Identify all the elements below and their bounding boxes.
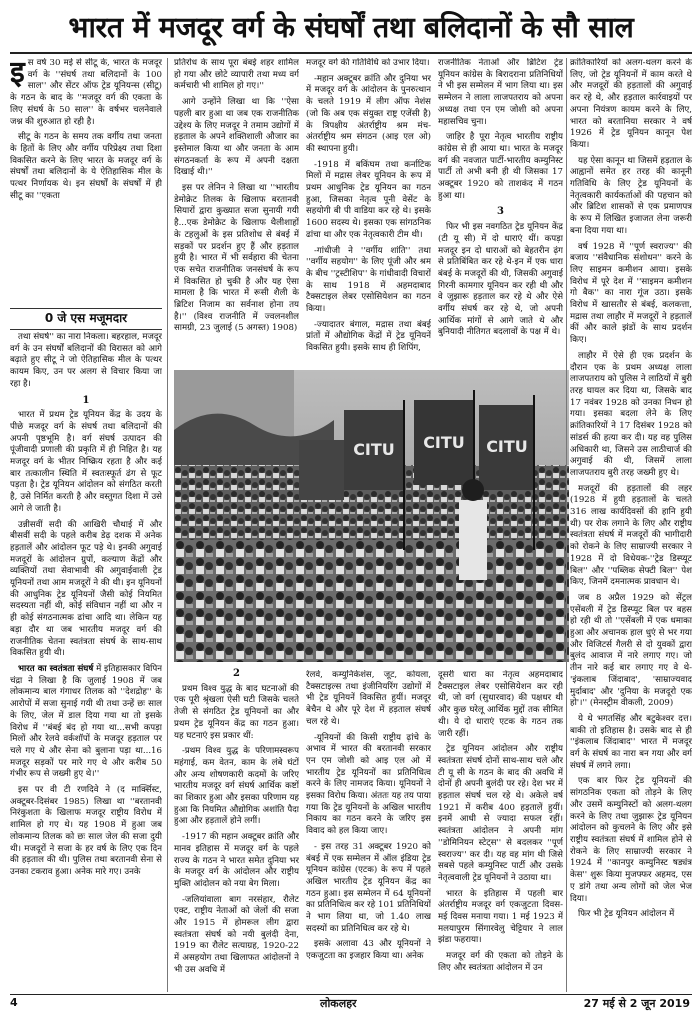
section-number: 1	[82, 394, 90, 406]
column-3-top	[306, 58, 431, 364]
paragraph: लाहौर में ऐसे ही एक प्रदर्शन के दौरान एक के प्रथम अध्यक्ष लाला लाजपतराय को पुलिस ने लाठियों में बुरी तरह घायल कर दिया था, जिसके बाद 17 नवंबर 1928 को उनका निधन हो गया। इसका बदला लेने के लिए क्रांतिकारियों ने 17 दिसंबर 1928 को सांडर्स की हत्या कर दी। यह वह पुलिस अधिकारी था, जिसने उस लाठीचार्ज की अगुवाई की थी, जिसमें लाला लाजपतराय बुरी तरह जख्मी हुए थे।	[570, 350, 692, 478]
paragraph: - इस तरह 31 अक्टूबर 1920 को बंबई में एक सम्मेलन में ऑल इंडिया ट्रेड यूनियन कांग्रेस (एटक) के रूप में पहले अखिल भारतीय ट्रेड यूनियन केंद्र का गठन हुआ। इस सम्मेलन में 64 यूनियनों का प्रतिनिधित्व कर रहे 101 प्रतिनिधियों ने भाग लिया था, जो 1.40 लाख सदस्यों का प्रतिनिधित्व कर रहे थे।	[306, 841, 431, 934]
paragraph: -जलियांवाला बाग नरसंहार, रौलेट एक्ट, राष्ट्रीय नेताओं को जेलों की सजा और 1915 में होमरूल लीग द्वारा स्वतंत्रता संघर्ष को नयी बुलंदी देना, 1919 का रौलेट सत्याग्रह, 1920-22 में असहयोग तथा खिलाफत आंदोलनों ने भी उस अवधि में	[174, 894, 299, 975]
paragraph: मजदूर वर्ग की गतिविधि को उभार दिया।	[306, 58, 430, 68]
paragraph: राजनीतिक नेताओं और ब्रिटिश ट्रेड यूनियन कांग्रेस के बिरादराना प्रतिनिधियों ने भी इस सम्मेलन में भाग लिया था। इस सम्मेलन ने लाला लाजपतराय को अपना अध्यक्ष तथा एन एम जोशी को अपना महासचिव चुना।	[438, 58, 563, 127]
intro-paragraph: इस वर्ष 30 मई से सीटू के, भारत के मजदूर वर्ग के ''संघर्ष तथा बलिदानों के 100 साल'' और सेंटर ऑफ ट्रेड यूनियन्स (सीटू) के गठन के बाद के ''मजदूर वर्ग की एकता के लिए संघर्ष के 50 साल'' के वर्षभर चलनेवाले जश्न की शुरुआत हो रही है।	[10, 58, 162, 127]
section-number: 2	[233, 668, 240, 679]
paragraph: -1918 में बकिंघम तथा कर्नाटिक मिलों में मद्रास लेबर यूनियन के रूप में प्रथम आधुनिक ट्रेड यूनियन का गठन हुआ, जिसका नेतृत्व पूनी वेसेंट के सहयोगी बी पी वाडिया कर रहे थे। इसके 1600 सदस्य थे। इसका एक सांगठनिक ढांचा था और एक नेतृत्वकारी टीम थी।	[306, 159, 431, 240]
paragraph: यह ऐसा कानून था जिसमें हड़ताल के आह्वानों समेत हर तरह की कानूनी गतिविधि के लिए ट्रेड यूनियनों के नेतृत्वकारी कार्यकर्ताओं की पहचान को और ब्रिटिश शासकों से एक प्रमाणपत्र के रूप में लिखित इजाजत लेना जरूरी बना दिया गया था।	[570, 155, 692, 236]
paragraph: -1917 की महान अक्टूबर क्रांति और मानव इतिहास में मजदूर वर्ग के पहले राज्य के गठन ने भारत समेत दुनिया भर के मजदूर वर्ग के आंदोलन और राष्ट्रीय मुक्ति आंदोलन को नया बेग मिला।	[174, 832, 299, 889]
paragraph: -प्रथम विश्व युद्ध के परिणामस्वरूप महंगाई, कम वेतन, काम के लंबे घंटों और अन्य शोषणकारी कदमों के जरिए भारतीय मजदूर वर्ग संघर्ष आर्थिक कष्टों का शिकार हुआ और इसका परिणाम यह हुआ कि नियमित औद्योगिक अशांति पैदा हुआ और हड़तालें होने लगीं।	[174, 746, 299, 827]
paragraph: रेलवे, कम्युनिकेशंस, जूट, कोयला, टैक्सटाइल्स तथा इंजीनियरिंग उद्योगों में भी ट्रेड यूनियनें विकसित हुयीं। मजदूर बेचैन थे और पूरे देश में हड़ताल संघर्ष चल रहे थे।	[306, 670, 431, 727]
paragraph: फिर भी इस नवगठित ट्रेड यूनियन केंद्र (टी यू सी) में दो धाराएं थीं। कपड़ा मजदूर इन दो धाराओं को बेहतरीन ढ़ंग से प्रतिबिंबित कर रहे थे-इन में एक धारा बंबई के मजदूरों की थी, जिसकी अगुवाई गिरनी कामगार यूनियन कर रही थी और वे जुझारू हड़ताल कर रहे थे और ऐसे वर्गीय संघर्ष कर रहे थे, जो अपनी आर्थिक मांगों से आगे जाते थे और बुनियादी नीतिगत बदलावों के पक्ष में थे।	[438, 222, 563, 338]
paragraph: प्रतिरोध के साथ पूरा बंबई शहर शामिल हो गया और छोटे व्यापारी तथा मध्य वर्ग कर्मचारी भी शामिल हो गए।''	[174, 58, 299, 92]
paragraph: इस पर लेनिन ने लिखा था ''भारतीय डेमोक्रेट तिलक के खिलाफ बरतानवी सियारों द्वारा कुख्यात सजा सुनायी गयी है...एक डेमोक्रेट के खिलाफ थैलीशाहों के टहलुओं के इस प्रतिशोध से बंबई में सड़कों पर प्रदर्शन हुए हैं और हड़ताल हुयी है। भारत में भी सर्वहारा की चेतना एक सचेत राजनीतिक जनसंघर्ष के रूप में विकसित हो चुकी है और यह ऐसा मामला है कि भारत में रूसी शैली के ब्रिटिश निजाम का सर्वनाश होना तय है।'' (विश्व राजनीति में ज्वलनशील सामग्री, 23 जुलाई (5 अगस्त) 1908)	[174, 183, 299, 334]
rally-photo	[174, 370, 569, 662]
paragraph: सीटू के गठन के समय तक वर्गीय तथा जनता के हितों के लिए और वर्गीय परिप्रेक्ष्य तथा दिशा विकसित करने के लिए भारत के मजदूर वर्ग के संघर्षों तथा बलिदानों के ये ऐतिहासिक मील के पत्थर निर्णायक थे। इन संघर्षों के संघर्षों में ही सीटू का ''एकता	[10, 132, 162, 201]
column-2-top	[174, 58, 299, 364]
column-1-top	[10, 58, 162, 308]
headline-rule	[10, 52, 692, 54]
paragraph: आगे उन्होंने लिखा था कि ''ऐसा पहली बार हुआ था जब एक राजनीतिक उद्देश्य के लिए मजदूर ने तमाम उद्योगों में हड़ताल के अपने शक्तिशाली औजार का इस्तेमाल किया था और जनता के आम संगठनकर्ता के रूप में अपनी दक्षता दिखाई थी।''	[174, 97, 299, 178]
column-3-bottom	[306, 670, 431, 992]
paragraph: तथा संघर्ष'' का नारा निकला। बहरहाल, मजदूर वर्ग के उन संघर्षों बलिदानों की विरासत को आगे बढ़ाते हुए सीटू ने जो ऐतिहासिक मील के पत्थर कायम किए, उन पर अलग से विचार किया जा रहा है।	[10, 332, 162, 389]
page-number: 4	[10, 996, 18, 1009]
column-divider	[167, 58, 168, 992]
paragraph: इस पर वी टी रणदिवे ने (द मार्क्सिस्ट, अक्टूबर-दिसंबर 1985) लिखा था ''बरतानवी निरंकुशता के खिलाफ मजदूर राष्ट्रीय विरोध में शामिल हो गए थे। यह 1908 में हुआ जब लोकमान्य तिलक को छः साल जेल की सजा दुयी थी। मजदूरों ने सजा के हर वर्ष के लिए एक दिन की हड़ताल की थी। पुलिस तथा बरतानवी सेना से उनका टकराव हुआ। अनेक मारे गए। उनके	[10, 785, 162, 877]
paragraph: फिर भी ट्रेड यूनियन आंदोलन में	[578, 909, 675, 920]
section-number: 3	[497, 206, 504, 218]
paragraph: भारत के इतिहास में पहली बार अंतर्राष्ट्रीय मजदूर वर्ग एकजुटता दिवस-मई दिवस मनाया गया। 1 मई 1923 में मलयापुरम सिंगारवेलु चेट्टियार ने लाल झंडा फहराया।	[438, 888, 563, 946]
drop-cap: इ	[10, 58, 25, 90]
flag-label: CITU	[353, 440, 395, 459]
issue-date: 27 मई से 2 जून 2019	[583, 997, 690, 1010]
paragraph: जाहिर है पूरा नेतृत्व भारतीय राष्ट्रीय कांग्रेस से ही आया था। भारत के मजदूर वर्ग की नवजात पार्टी-भारतीय कम्युनिस्ट पार्टी तो अभी बनी ही थी जिसका 17 अक्टूबर 1920 को ताशकंद में गठन हुआ था।	[438, 132, 563, 201]
column-1-bottom	[10, 332, 162, 992]
column-divider	[566, 58, 567, 992]
byline-box	[10, 304, 162, 328]
column-5	[570, 58, 692, 992]
paragraph: जब 8 अप्रैल 1929 को सेंट्रल एसेंबली में ट्रेड डिस्प्यूट बिल पर बहस हो रही थी तो ''एसेंबली में एक धमाका हुआ और अचानक हाल धुएं से भर गया और विजिटर्स गैलरी से दो युवकों द्वारा बुलंद आवाज में नारे लगाए गए। जो तीन नारे कई बार लगाए गए वे थे-'इंकलाब जिंदाबाद', 'साम्राज्यवाद मुर्दाबाद' और 'दुनिया के मजदूरो एक हो'।'' (मेनस्ट्रीम वीकली, 2009)	[570, 592, 692, 709]
column-4-top	[438, 58, 563, 364]
paragraph: ये थे भगतसिंह और बटुकेश्वर दत्त। बाकी तो इतिहास है। उसके बाद से ही ''इंकलाब जिंदाबाद'' भारत में मजदूर वर्ग के संघर्ष का नारा बन गया और वर्ग संघर्ष में लगने लगा।	[570, 713, 692, 771]
paragraph: -महान अक्टूबर क्रांति और दुनिया भर में मजदूर वर्ग के आंदोलन के पुनरुत्थान के चलते 1919 में लीग ऑफ नेशंस (जो कि अब एक संयुक्त राष्ट्र एजेंसी है) के त्रिपक्षीय अंतर्राष्ट्रीय श्रम मंच-अंतर्राष्ट्रीय श्रम संगठन (आइ एल ओ) की स्थापना हुयी।	[306, 73, 431, 154]
paragraph: प्रथम विश्व युद्ध के बाद घटनाओं की एक पूरी श्रृंखला ऐसी घटी जिसके चलते तेजी से संगठित ट्रेड यूनियनों का और प्रथम ट्रेड यूनियन केंद्र का गठन हुआ। यह घटनाएं इस प्रकार थीं:	[174, 683, 299, 741]
headline: भारत में मजदूर वर्ग के संघर्षों तथा बलिदानों के सौ साल	[68, 11, 634, 44]
paragraph: ट्रेड यूनियन आंदोलन और राष्ट्रीय स्वतंत्रता संघर्ष दोनों साथ-साथ चले और टी यू सी के गठन के बाद की अवधि में दोनों ही अपनी बुलंदी पर रहे। देश भर में हड़ताल संघर्ष चल रहे थे। अकेले वर्ष 1921 में करीब 400 हड़तालें हुयीं। इनमें आधी से ज्यादा सफल रहीं। स्वतंत्रता आंदोलन ने अपनी मांग ''डोमिनियन स्टेट्स'' से बदलकर ''पूर्ण स्वराज्य'' कर दी। यह वह मांग थी जिसे सबसे पहले कम्युनिस्ट पार्टी और उसके नेतृत्ववाली ट्रेड यूनियनों ने उठाया था।	[438, 744, 563, 883]
paragraph: एक बार फिर ट्रेड यूनियनों की सांगठनिक एकता को तोड़ने के लिए और उसमें कम्युनिस्टों को अलग-थलग करने के लिए तथा जुझारू ट्रेड यूनियन आंदोलन को कुचलने के लिए और इसे राष्ट्रीय स्वतंत्रता संघर्ष में शामिल होने से रोकने के लिए साम्राज्यी सरकार ने 1924 में ''कानपुर कम्युनिस्ट षड्यंत्र केस'' शुरू किया मुजफ्फर अहमद, एस ए डांगे तथा अन्य लोगों को जेल भेज दिया।	[570, 776, 692, 904]
paragraph: क्रांतिकारियों को अलग-थलग करने के लिए, जो ट्रेड यूनियनों में काम करते थे और मजदूरों की हड़तालों की अगुवाई कर रहे थे, और हड़ताल कार्रवाइयों पर अपना नियंत्रण कायम करने के लिए, भारत को बरतानिया सरकार ने वर्ष 1926 में ट्रेड यूनियन कानून पेश किया।	[570, 58, 692, 150]
crowd-image	[174, 370, 569, 662]
paragraph: भारत का स्वतंत्रता संघर्ष में इतिहासकार विपिन चंद्रा ने लिखा है कि जुलाई 1908 में जब लोकमान्य बाल गंगाधर तिलक को ''देशद्रोह'' के आरोपों में सजा सुनाई गयी थी तथा उन्हें छः साल के लिए, जेल में डाल दिया गया था तो इसके विरोध में ''बंबई बंद हो गया था...सभी कपड़ा मिलों और रेलवे वर्कशॉपों के मजदूर हड़ताल पर चले गए थे और सेना को बुलाना पड़ा था...16 मजदूर सड़कों पर मारे गए थे और करीब 50 गंभीर रूप से जख्मी हुए थे।''	[10, 663, 162, 780]
paragraph: -ज्यादातर बंगाल, मद्रास तथा बंबई प्रांतों में औद्योगिक केंद्रों में ट्रेड यूनियनें विकसित हुयी। इसके साथ ही शिपिंग,	[306, 319, 431, 354]
paragraph: मजदूर वर्ग की एकता को तोड़ने के लिए और स्वतंत्रता आंदोलन में उन	[438, 951, 563, 973]
paragraph: उन्नीसवीं सदी की आखिरी चौथाई में और बीसवीं सदी के पहले करीब डेढ़ दशक में अनेक हड़तालें और आंदोलन फूट पड़े थे। इनकी अगुवाई मजदूरों के आंदोलन ग्रुपों, कल्याण केंद्रों और व्यक्तियों तथा सेवाभावी की अगुवाईवाली ट्रेड यूनियनों तथा आम मजदूरों ने की थी। इन यूनियनों की आधुनिक ट्रेड यूनियनों जैसी कोई नियमित सदस्यता नहीं थी, कोई संविधान नहीं था और न ही कोई संगठनात्मक ढांचा आदि था। लेकिन यह बड़ा दौर था जब भारतीय मजदूर वर्ग की राजनीतिक चेतना स्वतंत्रता संघर्ष के साथ-साथ विकसित हुयी थी।	[10, 519, 162, 659]
flag-label: CITU	[423, 433, 465, 452]
paragraph: वर्ष 1928 में ''पूर्ण स्वराज्य'' की बजाय ''संवैधानिक संशोधन'' करने के लिए साइमन कमीशन आया। इसके विरोध में पूरे देश में ''साइमन कमीशन गो बैक'' का नारा गूंज उठा। इसके विरोध में खासतौर से बंबई, कलकत्ता, मद्रास तथा लाहौर में मजदूरों ने हड़तालें कीं और काले झंडों के साथ प्रदर्शन किए।	[570, 241, 692, 346]
standing-figure	[459, 479, 487, 580]
footer-rule	[10, 994, 692, 995]
paragraph: -यूनियनों की किसी राष्ट्रीय ढ़ांचे के अभाव में भारत की बरतानवी सरकार एन एम जोशी को आइ एल ओ में भारतीय ट्रेड यूनियनों का प्रतिनिधित्व करने के लिए नामजद किया। यूनियनों ने इसका विरोध किया। अंततः यह तय पाया गया कि ट्रेड यूनियनों के अखिल भारतीय निकाय का गठन करने के जरिए इस विवाद को हल किया जाए।	[306, 732, 431, 837]
column-4-bottom	[438, 670, 563, 992]
paragraph: मजदूरों की हड़तालों की लहर (1928 में हुयी हड़तालों के चलते 316 लाख कार्यदिवसों की हानि हुयी थी) पर रोक लगाने के लिए और राष्ट्रीय स्वतंत्रता संघर्ष में मजदूरों की भागीदारी को रोकने के लिए साम्राज्यी सरकार ने 1928 में दो विधेयक-''ट्रेड डिस्प्यूट बिल'' और ''पब्लिक सेफ्टी बिल'' पेश किए, जिनमें दमनात्मक प्रावधान थे।	[570, 483, 692, 588]
paragraph: -गांधीजी ने ''वर्गीय शांति'' तथा ''वर्गीय सहयोग'' के लिए पूंजी और श्रम के बीच ''ट्रस्टीशिप'' के गांधीवादी विचारों के साथ 1918 में अहमदाबाद टैक्सटाइल लेबर एसोसियेशन का गठन किया।	[306, 245, 431, 315]
newspaper-name: लोकलहर	[320, 997, 357, 1010]
flag-label: CITU	[486, 437, 528, 456]
byline: 0 जे एस मजूमदार	[10, 308, 162, 330]
paragraph: इसके अलावा 43 और यूनियनों ने एकजुटता का इजहार किया था। अनेक	[306, 939, 431, 962]
paragraph: भारत में प्रथम ट्रेड यूनियन केंद्र के उदय के पीछे मजदूर वर्ग के संघर्ष तथा बलिदानों की अपनी पृष्ठभूमि है। वर्ग संघर्ष उत्पादन की पूंजीवादी प्रणाली की प्रकृति में ही निहित है। यह मजदूर वर्ग के भीतर निष्क्रिय रहता है और कई बार तत्कालीन स्थिति में स्वतःस्फूर्त ढंग से फूट पड़ता है। ट्रेड यूनियन आंदोलन को संगठित करती है, उसे निर्मित करती है और वस्तुगत दिशा में उसे आगे ले जाती है।	[10, 410, 162, 514]
column-2-bottom	[174, 666, 299, 992]
paragraph: दूसरी धारा का नेतृत्व अहमदाबाद टैक्सटाइल लेबर एसोसियेशन कर रही थी, जो वर्ग (सुधारवाद) की पक्षधर थी और कुछ घरेलू आर्थिक मुद्दों तक सीमित थी। ये दो धाराएं एटक के गठन तक जारी रहीं।	[438, 670, 563, 739]
subheading: भारत का स्वतंत्रता संघर्ष	[18, 663, 94, 674]
